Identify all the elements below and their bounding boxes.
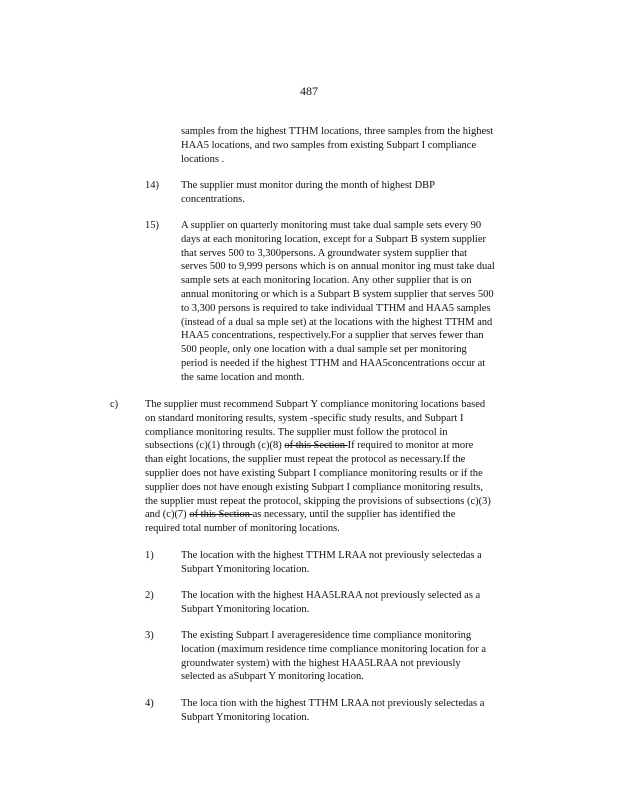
- text-line: on standard monitoring results, system -specific study results, and Subpart I: [145, 412, 464, 424]
- text-line-with-deletion: [145, 508, 535, 522]
- text-line: HAA5 concentrations, respectively.For a supplier that serves fewer than: [181, 330, 484, 342]
- sub-item-1-paragraph: [181, 549, 535, 577]
- struck-text: of this Section: [189, 509, 253, 521]
- text-line: HAA5 locations, and two samples from existing Subpart I compliance: [181, 139, 477, 151]
- item-number: 15): [145, 220, 159, 231]
- text-line: location (maximum residence time compliance monitoring location for a: [181, 643, 486, 655]
- text-line: locations .: [181, 153, 225, 165]
- text-line: Subpart Ymonitoring location.: [181, 603, 310, 615]
- item-14-paragraph: [181, 179, 535, 207]
- struck-text: of this Section: [284, 440, 348, 452]
- text-line: than eight locations, the supplier must repeat the protocol as necessary.If the: [145, 454, 466, 466]
- text-line: samples from the highest TTHM locations, three samples from the highest: [181, 126, 494, 137]
- text-line: The existing Subpart I averageresidence time compliance monitoring: [181, 630, 472, 641]
- text-line: compliance monitoring results. The supplier must follow the protocol in: [145, 426, 448, 438]
- text-line: that serves 500 to 3,300persons. A groundwater system supplier that: [181, 247, 468, 259]
- item-number: 1): [145, 550, 154, 561]
- text-line-with-deletion: [145, 439, 535, 453]
- item-number: 2): [145, 590, 154, 601]
- text-line: The location with the highest TTHM LRAA not previously selectedas a: [181, 550, 482, 561]
- text-line: (instead of a dual sa mple set) at the locations with the highest TTHM and: [181, 316, 493, 328]
- text-line: The loca tion with the highest TTHM LRAA not previously selectedas a: [181, 698, 485, 709]
- text-line: to 3,300 persons is required to take individual TTHM and HAA5 samples: [181, 302, 491, 314]
- text-line: 500 people, only one location with a dual sample set per monitoring: [181, 344, 467, 356]
- text-line: A supplier on quarterly monitoring must take dual sample sets every 90: [181, 220, 482, 231]
- text-line: The supplier must recommend Subpart Y compliance monitoring locations based: [145, 399, 486, 410]
- text-line: supplier does not have enough existing Subpart I compliance monitoring results,: [145, 481, 483, 493]
- item-15-paragraph: [181, 219, 535, 385]
- text-line: supplier does not have existing Subpart I compliance monitoring results or if the: [145, 467, 483, 479]
- text-line: The location with the highest HAA5LRAA not previously selected as a: [181, 590, 481, 601]
- page-number: 487: [300, 84, 318, 98]
- text-segment: and (c)(7): [145, 509, 190, 521]
- item-number: 3): [145, 630, 154, 641]
- text-segment: as necessary, until the supplier has identified the: [252, 509, 456, 521]
- text-line: days at each monitoring location, except for a Subpart B system supplier: [181, 233, 487, 245]
- section-label: c): [110, 399, 119, 410]
- text-line: selected as aSubpart Y monitoring location.: [181, 671, 364, 683]
- sub-item-4-paragraph: [181, 697, 535, 725]
- text-line: annual monitoring or which is a Subpart B system supplier that serves 500: [181, 288, 494, 300]
- text-segment: If required to monitor at more: [347, 440, 474, 452]
- text-line: the supplier must repeat the protocol, skipping the provisions of subsections (c)(3): [145, 495, 491, 507]
- text-line: concentrations.: [181, 193, 245, 205]
- text-line: period is needed if the highest TTHM and HAA5concentrations occur at: [181, 357, 486, 369]
- text-line: serves 500 to 9,999 persons which is on annual monitor ing must take dual: [181, 261, 495, 273]
- text-segment: subsections (c)(1) through (c)(8): [145, 440, 285, 452]
- item-number: 4): [145, 698, 154, 709]
- text-line: groundwater system) with the highest HAA5LRAA not previously: [181, 657, 461, 669]
- sub-item-2-paragraph: [181, 589, 535, 617]
- text-line: The supplier must monitor during the month of highest DBP: [181, 180, 436, 191]
- text-line: Subpart Ymonitoring location.: [181, 563, 310, 575]
- sub-item-3-paragraph: [181, 629, 535, 684]
- section-c-paragraph: [145, 398, 535, 536]
- text-line: the same location and month.: [181, 371, 305, 383]
- text-line: sample sets at each monitoring location. Any other supplier that is on: [181, 275, 472, 287]
- text-line: required total number of monitoring locations.: [145, 523, 340, 535]
- text-line: Subpart Ymonitoring location.: [181, 711, 310, 723]
- lead-in-paragraph: [181, 125, 535, 166]
- item-number: 14): [145, 180, 159, 191]
